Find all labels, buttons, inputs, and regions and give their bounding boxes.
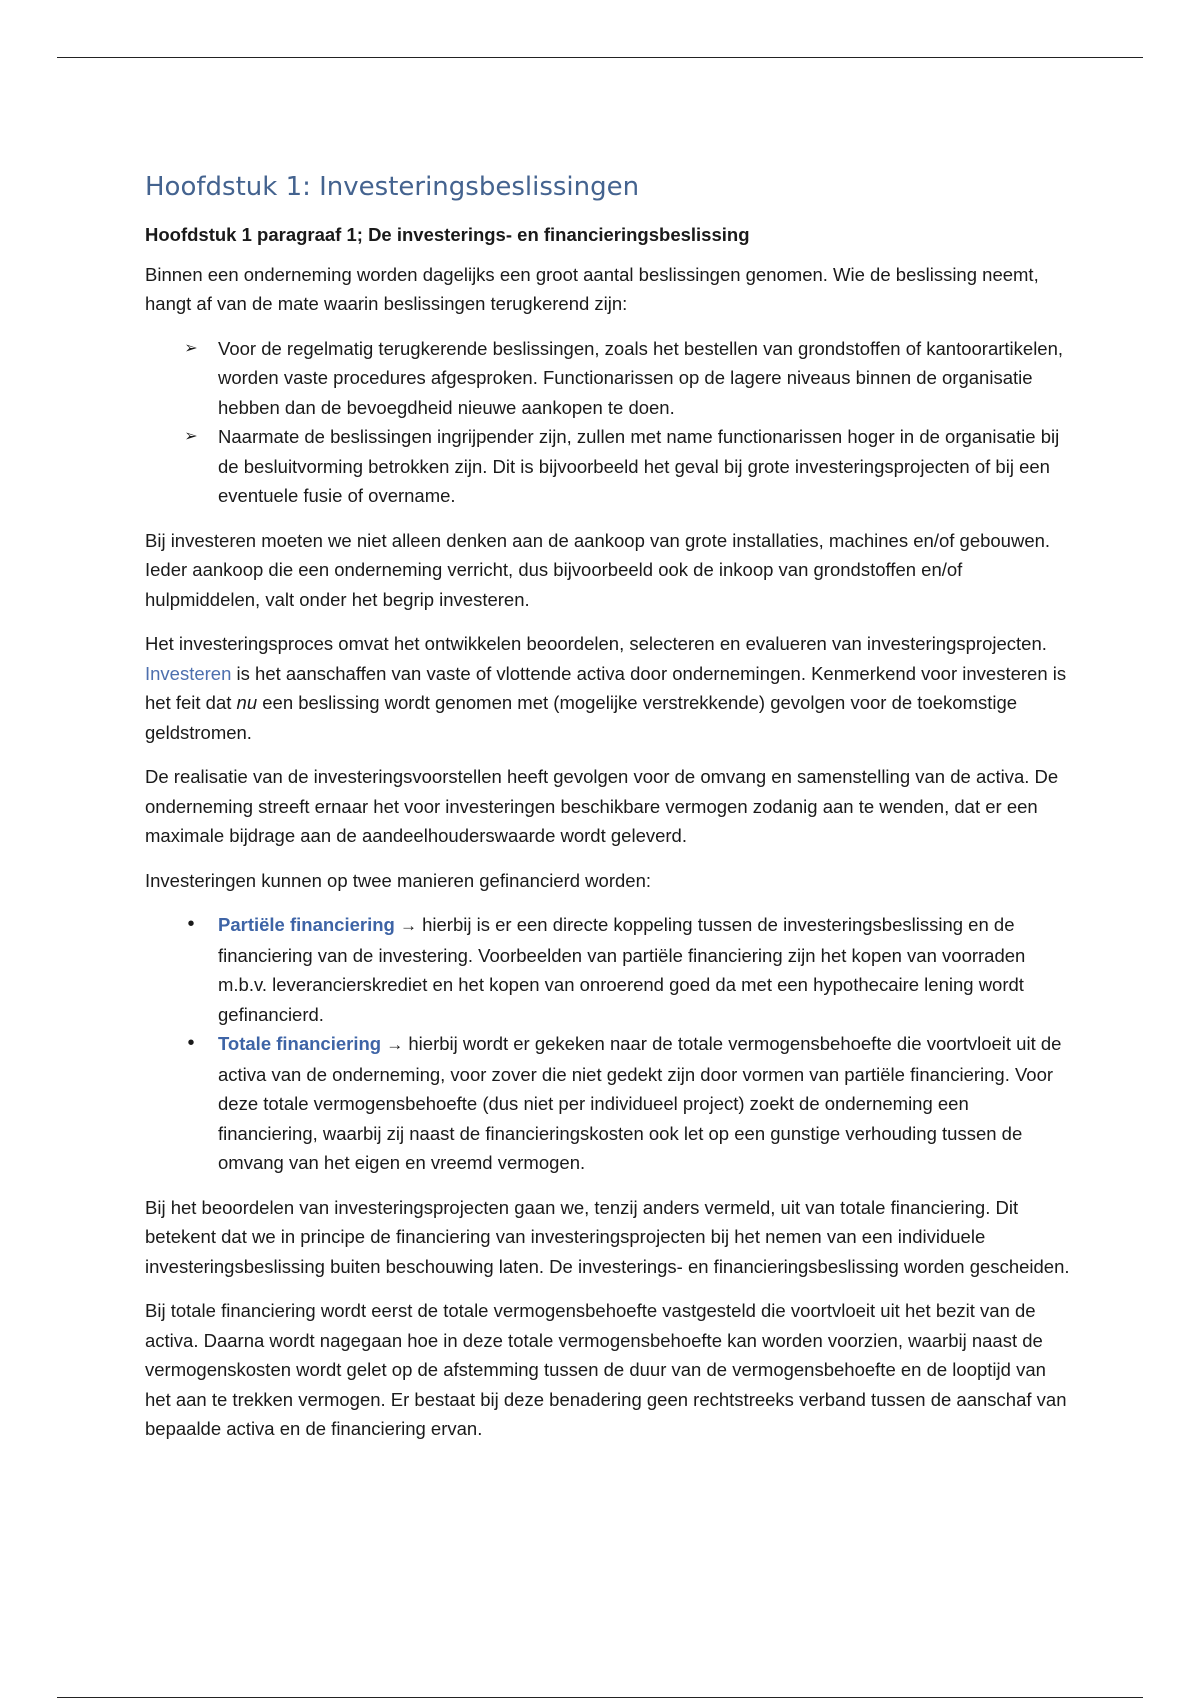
footer-rule [57, 1697, 1143, 1698]
proces-paragraph [145, 629, 1070, 747]
list-item [145, 422, 1070, 511]
chapter-title: Hoofdstuk 1: Investeringsbeslissingen [145, 172, 640, 202]
proces-text-2: is het aanschaffen van vaste of vlottende activa door ondernemingen. Kenmerkend voor investeren is het feit dat [145, 662, 1067, 713]
arrow-bullet-icon: ➢ [184, 339, 198, 357]
financing-list [145, 910, 1070, 1178]
investeren-term: Investeren [145, 662, 232, 684]
list-item [145, 910, 1070, 1029]
list-item [145, 1029, 1070, 1178]
nu-emphasis: nu [236, 692, 258, 713]
realisatie-paragraph: De realisatie van de investeringsvoorstellen heeft gevolgen voor de omvang en samenstelling van de activa. De onderneming streeft ernaar het voor investeringen beschikbare vermogen zodanig aan te wenden, dat er een maximale bijdrage aan de aandeelhouderswaarde wordt geleverd. [145, 766, 1059, 846]
proces-text-1: Het investeringsproces omvat het ontwikkelen beoordelen, selecteren en evalueren van investeringsprojecten. [145, 633, 1047, 654]
intro-paragraph: Binnen een onderneming worden dagelijks een groot aantal beslissingen genomen. Wie de beslissing neemt, hangt af van de mate waarin beslissingen terugkerend zijn: [145, 263, 1039, 314]
right-arrow-icon: → [386, 1035, 404, 1054]
partiele-term: Partiële financiering [218, 914, 395, 935]
beoordelen-paragraph: Bij het beoordelen van investeringsprojecten gaan we, tenzij anders vermeld, uit van totale financiering. Dit betekent dat we in principe de financiering van investeringsprojecten bij het nemen van een individuele investeringsbeslissing buiten beschouwing laten. De investerings- en financieringsbeslissing worden gescheiden. [145, 1196, 1070, 1277]
manieren-paragraph: Investeringen kunnen op twee manieren gefinancierd worden: [145, 869, 651, 891]
list-item [145, 334, 1070, 423]
totale-paragraph: Bij totale financiering wordt eerst de totale vermogensbehoefte vastgesteld die voortvloeit uit het bezit van de activa. Daarna wordt nagegaan hoe in deze totale vermogensbehoefte kan worden voorzien, waarbij naast de vermogenskosten wordt gelet op de afstemming tussen de duur van de vermogensbehoefte en de looptijd van het aan te trekken vermogen. Er bestaat bij deze benadering geen rechtstreeks verband tussen de aanschaf van bepaalde activa en de financiering ervan. [145, 1300, 1067, 1439]
totale-term: Totale financiering [218, 1033, 382, 1054]
proces-text-3: een beslissing wordt genomen met (mogelijke verstrekkende) gevolgen voor de toekomstige geldstromen. [145, 692, 1018, 743]
decision-list [145, 334, 1070, 511]
page-content [145, 170, 1070, 1459]
header-rule [57, 57, 1143, 58]
arrow-bullet-icon: ➢ [184, 428, 198, 445]
partiele-text: hierbij is er een directe koppeling tussen de investeringsbeslissing en de financiering van de investering. Voorbeelden van partiële financiering zijn het kopen van voorraden m.b.v. leverancierskrediet en het kopen van onroerend goed da met een hypothecaire lening wordt gefinancierd. [218, 914, 1026, 1025]
section-title: Hoofdstuk 1 paragraaf 1; De investerings- en financieringsbeslissing [145, 224, 750, 245]
list-item-text: Voor de regelmatig terugkerende beslissingen, zoals het bestellen van grondstoffen of kantoorartikelen, worden vaste procedures afgesproken. Functionarissen op de lagere niveaus binnen de organisatie hebben dan de bevoegdheid nieuwe aankopen te doen. [218, 337, 1064, 418]
dot-bullet-icon: • [187, 1032, 195, 1054]
list-item-text: Naarmate de beslissingen ingrijpender zijn, zullen met name functionarissen hoger in de organisatie bij de besluitvorming betrokken zijn. Dit is bijvoorbeeld het geval bij grote investeringsprojecten of bij een eventuele fusie of overname. [218, 426, 1060, 506]
investeren-paragraph: Bij investeren moeten we niet alleen denken aan de aankoop van grote installaties, machines en/of gebouwen. Ieder aankoop die een onderneming verricht, dus bijvoorbeeld ook de inkoop van grondstoffen en/of hulpmiddelen, valt onder het begrip investeren. [145, 529, 1051, 610]
dot-bullet-icon: • [187, 913, 195, 935]
right-arrow-icon: → [399, 916, 417, 935]
totale-text: hierbij wordt er gekeken naar de totale vermogensbehoefte die voortvloeit uit de activa van de onderneming, voor zover die niet gedekt zijn door vormen van partiële financiering. Voor deze totale vermogensbehoefte (dus niet per individueel project) zoekt de onderneming een financiering, waarbij zij naast de financieringskosten ook let op een gunstige verhouding tussen de omvang van het eigen en vreemd vermogen. [218, 1033, 1062, 1173]
